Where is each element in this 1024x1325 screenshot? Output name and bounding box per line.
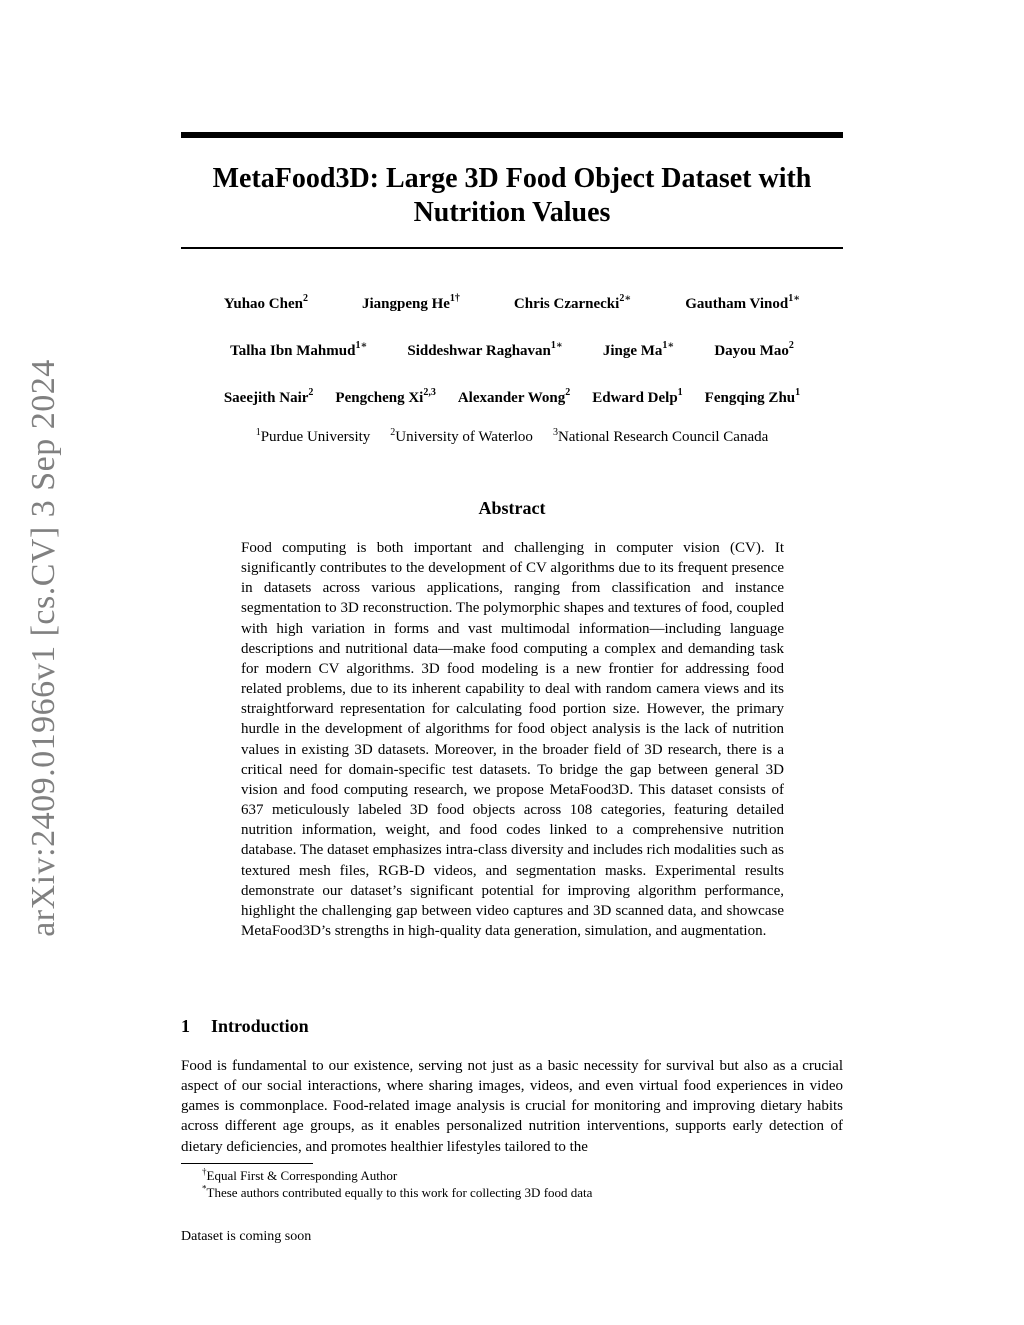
arxiv-side-stamp: arXiv:2409.01966v1 [cs.CV] 3 Sep 2024 bbox=[25, 359, 62, 937]
author: Edward Delp$^1$ bbox=[592, 387, 683, 406]
footnote: *These authors contributed equally to this work for collecting 3D food data bbox=[202, 1183, 593, 1200]
paper-title: MetaFood3D: Large 3D Food Object Dataset with Nutrition Values bbox=[212, 163, 812, 228]
title-bottom-rule bbox=[181, 247, 843, 249]
author: Yuhao Chen$^2$ bbox=[223, 293, 308, 312]
introduction-text: Food is fundamental to our existence, serving not just as a basic necessity for survival but also as a crucial aspect of our social interactions, where sharing images, videos, and even virtual food experiences in video games is commonplace. Food-related image analysis is crucial for monitoring and improving dietary habits across different age groups, as it enables personalized nutrition interventions, supports early detection of dietary deficiencies, and promotes healthier lifestyles tailored to the bbox=[181, 1058, 843, 1155]
footnote: †Equal First & Corresponding Author bbox=[202, 1166, 398, 1183]
author: Fengqing Zhu$^1$ bbox=[704, 387, 801, 406]
affiliations bbox=[150, 428, 874, 446]
author: Jinge $Ma^{1∗}$ bbox=[602, 340, 675, 359]
affiliation: $^3$National Research Council Canada bbox=[552, 427, 769, 445]
author: Siddeshwar Raghavan$^{1∗}$ bbox=[407, 340, 563, 359]
author-row-3 bbox=[150, 389, 874, 407]
author: Pengcheng Xi$^{2,3}$ bbox=[335, 387, 436, 406]
author: Dayou Mao$^2$ bbox=[714, 340, 794, 359]
affiliation: $^2$University of Waterloo bbox=[390, 427, 533, 445]
author: Talha Ibn Mahmud$^{1∗}$ bbox=[230, 340, 368, 359]
author: Jiangpeng $He^{1\dagger}$ bbox=[361, 293, 460, 312]
affiliation: $^1$Purdue University bbox=[255, 427, 371, 445]
section-title: Introduction bbox=[211, 1016, 309, 1036]
section-number: 1 bbox=[181, 1016, 190, 1036]
footer-note: Dataset is coming soon bbox=[181, 1229, 312, 1244]
author-row-1 bbox=[150, 295, 874, 313]
footnote-rule bbox=[181, 1163, 313, 1164]
title-top-rule bbox=[181, 132, 843, 138]
section-heading-introduction bbox=[181, 1015, 309, 1037]
author: Chris Czarnecki$^{2∗}$ bbox=[513, 293, 632, 312]
abstract-text: Food computing is both important and challenging in computer vision (CV). It significantly contributes to the development of CV algorithms due to its frequent presence in datasets across various applications, ranging from classification and instance segmentation to 3D reconstruction. The polymorphic shapes and textures of food, coupled with high variation in forms and vast multimodal information—including language descriptions and nutritional data—make food computing a complex and demanding task for modern CV algorithms. 3D food modeling is a new frontier for addressing food related problems, due to its inherent capability to deal with random camera views and its straightforward representation for calculating food portion size. However, the primary hurdle in the development of algorithms for food object analysis is the lack of nutrition values in existing 3D datasets. Moreover, in the broader field of 3D research, there is a critical need for domain-specific test datasets. To bridge the gap between general 3D vision and food computing research, we propose MetaFood3D. This dataset consists of 637 meticulously labeled 3D food objects across 108 categories, featuring detailed nutrition information, weight, and food codes linked to a comprehensive nutrition database. The dataset emphasizes intra-class diversity and includes rich modalities such as textured mesh files, RGB-D videos, and segmentation masks. Experimental results demonstrate our dataset’s significant potential for improving algorithm performance, highlight the challenging gap between video captures and 3D scanned data, and showcase MetaFood3D’s strengths in high-quality data generation, simulation, and augmentation. bbox=[241, 540, 784, 939]
abstract-heading: Abstract bbox=[478, 498, 546, 518]
author: Saeejith Nair$^2$ bbox=[223, 387, 314, 406]
author: Gautham Vinod$^{1∗}$ bbox=[685, 293, 801, 312]
author: Alexander Wong$^2$ bbox=[457, 387, 571, 406]
author-row-2 bbox=[150, 342, 874, 360]
